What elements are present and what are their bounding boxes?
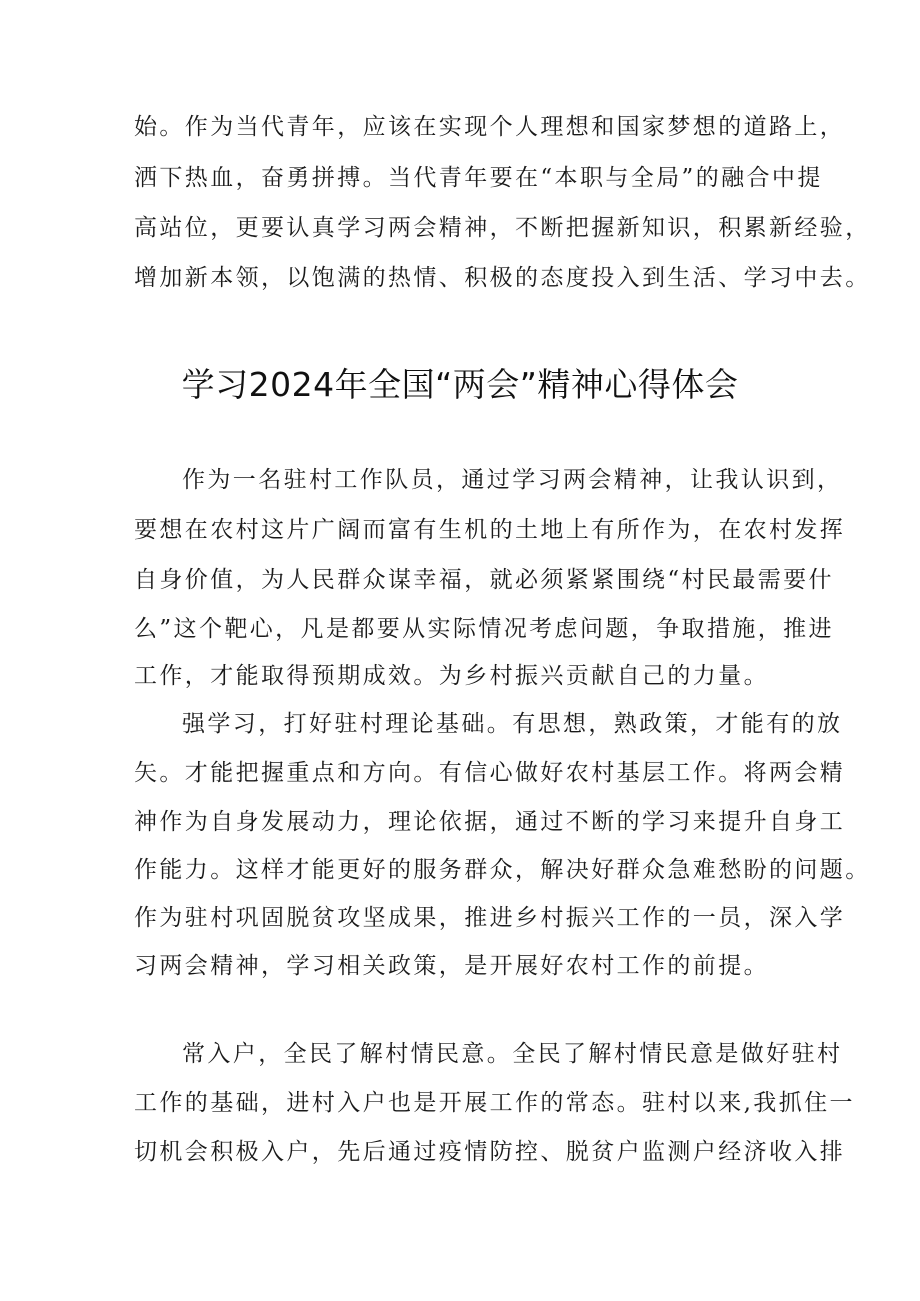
text-line: 么”这个靶心，凡是都要从实际情况考虑问题，争取措施，推进 bbox=[134, 616, 834, 642]
text-line: 习两会精神，学习相关政策，是开展好农村工作的前提。 bbox=[134, 953, 769, 979]
text-line: 常入户，全民了解村情民意。全民了解村情民意是做好驻村 bbox=[182, 1041, 843, 1067]
text-line: 矢。才能把握重点和方向。有信心做好农村基层工作。将两会精 bbox=[134, 760, 846, 786]
document-title: 学习2024年全国“两会”精神心得体会 bbox=[181, 365, 739, 404]
text-line: 作为一名驻村工作队员，通过学习两会精神，让我认识到， bbox=[182, 467, 843, 493]
text-line: 高站位，更要认真学习两会精神，不断把握新知识，积累新经验， bbox=[134, 215, 871, 241]
text-line: 作能力。这样才能更好的服务群众，解决好群众急难愁盼的问题。 bbox=[134, 857, 871, 883]
text-line: 自身价值，为人民群众谋幸福，就必须紧紧围绕“村民最需要什 bbox=[134, 567, 834, 593]
text-line: 神作为自身发展动力，理论依据，通过不断的学习来提升自身工 bbox=[134, 809, 846, 835]
text-line: 洒下热血，奋勇拼搏。当代青年要在“本职与全局”的融合中提 bbox=[134, 165, 823, 191]
text-line: 切机会积极入户，先后通过疫情防控、脱贫户监测户经济收入排 bbox=[134, 1139, 846, 1165]
text-line: 作为驻村巩固脱贫攻坚成果，推进乡村振兴工作的一员，深入学 bbox=[134, 905, 846, 931]
text-line: 始。作为当代青年，应该在实现个人理想和国家梦想的道路上， bbox=[134, 114, 846, 140]
text-line: 工作，才能取得预期成效。为乡村振兴贡献自己的力量。 bbox=[134, 663, 769, 689]
text-line: 要想在农村这片广阔而富有生机的土地上有所作为，在农村发挥 bbox=[134, 517, 846, 543]
text-line: 工作的基础，进村入户也是开展工作的常态。驻村以来,我抓住一 bbox=[134, 1090, 855, 1116]
text-line: 强学习，打好驻村理论基础。有思想，熟政策，才能有的放 bbox=[182, 711, 843, 737]
text-line: 增加新本领，以饱满的热情、积极的态度投入到生活、学习中去。 bbox=[134, 265, 871, 291]
